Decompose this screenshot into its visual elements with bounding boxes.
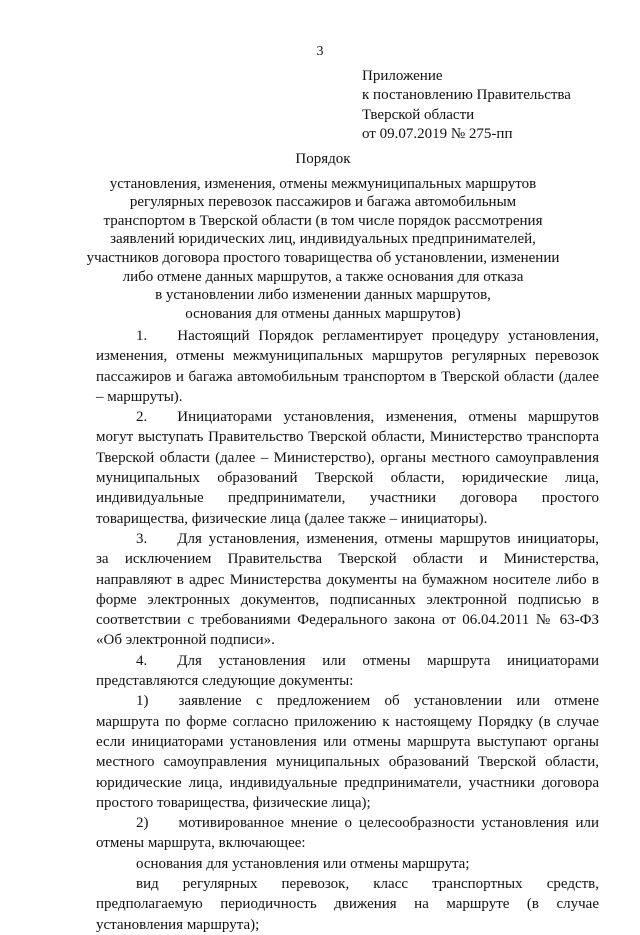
title-line: участников договора простого товарищества об установлении, изменении [86,249,560,266]
title-line: транспортом в Тверской области (в том числе порядок рассмотрения [103,212,543,229]
title-line: регулярных перевозок пассажиров и багажа автомобильным [129,194,517,211]
appendix-line: Тверской области [362,106,475,123]
document-body [96,326,599,935]
title-line: установления, изменения, отмены межмуниципальных маршрутов [109,175,537,192]
appendix-line: от 09.07.2019 № 275-пп [362,125,513,142]
title-line: в установлении либо изменении данных маршрутов, [155,287,491,304]
document-title [80,150,566,323]
paragraph: 1) заявление с предложением об установлении или отмене маршрута по форме согласно приложению к настоящему Порядку (в случае если инициаторами установления или отмены маршрута выступают органы местного самоуправления муниципальных образований Тверской области, юридические лица, индивидуальные предприниматели, участники договора простого товарищества, физические лица); [96,693,599,811]
title-heading: Порядок [295,151,351,167]
page-number: 3 [316,44,324,59]
appendix-line: к постановлению Правительства [362,87,571,104]
paragraph: вид регулярных перевозок, класс транспортных средств, предполагаемую периодичность движения на маршруте (в случае установления маршрута); [96,876,599,933]
title-line: заявлений юридических лиц, индивидуальных предпринимателей, [110,231,536,248]
appendix-block [362,67,571,144]
paragraph: 4. Для установления или отмены маршрута инициаторами представляются следующие документы: [96,652,599,690]
appendix-line: Приложение [362,68,443,84]
paragraph: 1. Настоящий Порядок регламентирует процедуру установления, изменения, отмены межмуниципальных маршрутов регулярных перевозок пассажиров и багажа автомобильным транспортом в Тверской области (далее – маршруты). [96,328,599,405]
paragraph: основания для установления или отмены маршрута; [136,855,470,872]
title-line: основания для отмены данных маршрутов) [185,305,461,322]
title-line: либо отмене данных маршрутов, а также основания для отказа [122,268,524,285]
paragraph: 2) мотивированное мнение о целесообразности установления или отмены маршрута, включающее: [96,815,599,852]
paragraph: 3. Для установления, изменения, отмены маршрутов инициаторы, за исключением Правительства Тверской области и Министерства, направляют в адрес Министерства документы на бумажном носителе либо в форме электронных документов, подписанных электронной подписью в соответствии с требованиями Федерального закона от 06.04.2011 № 63-ФЗ «Об электронной подписи». [96,530,599,649]
paragraph: 2. Инициаторами установления, изменения, отмены маршрутов могут выступать Правительство Тверской области, Министерство транспорта Тверской области (далее – Министерство), органы местного самоуправления муниципальных образований Тверской области, юридические лица, индивидуальные предприниматели, участники договора простого товарищества, физические лица (далее также – инициаторы). [96,409,599,527]
